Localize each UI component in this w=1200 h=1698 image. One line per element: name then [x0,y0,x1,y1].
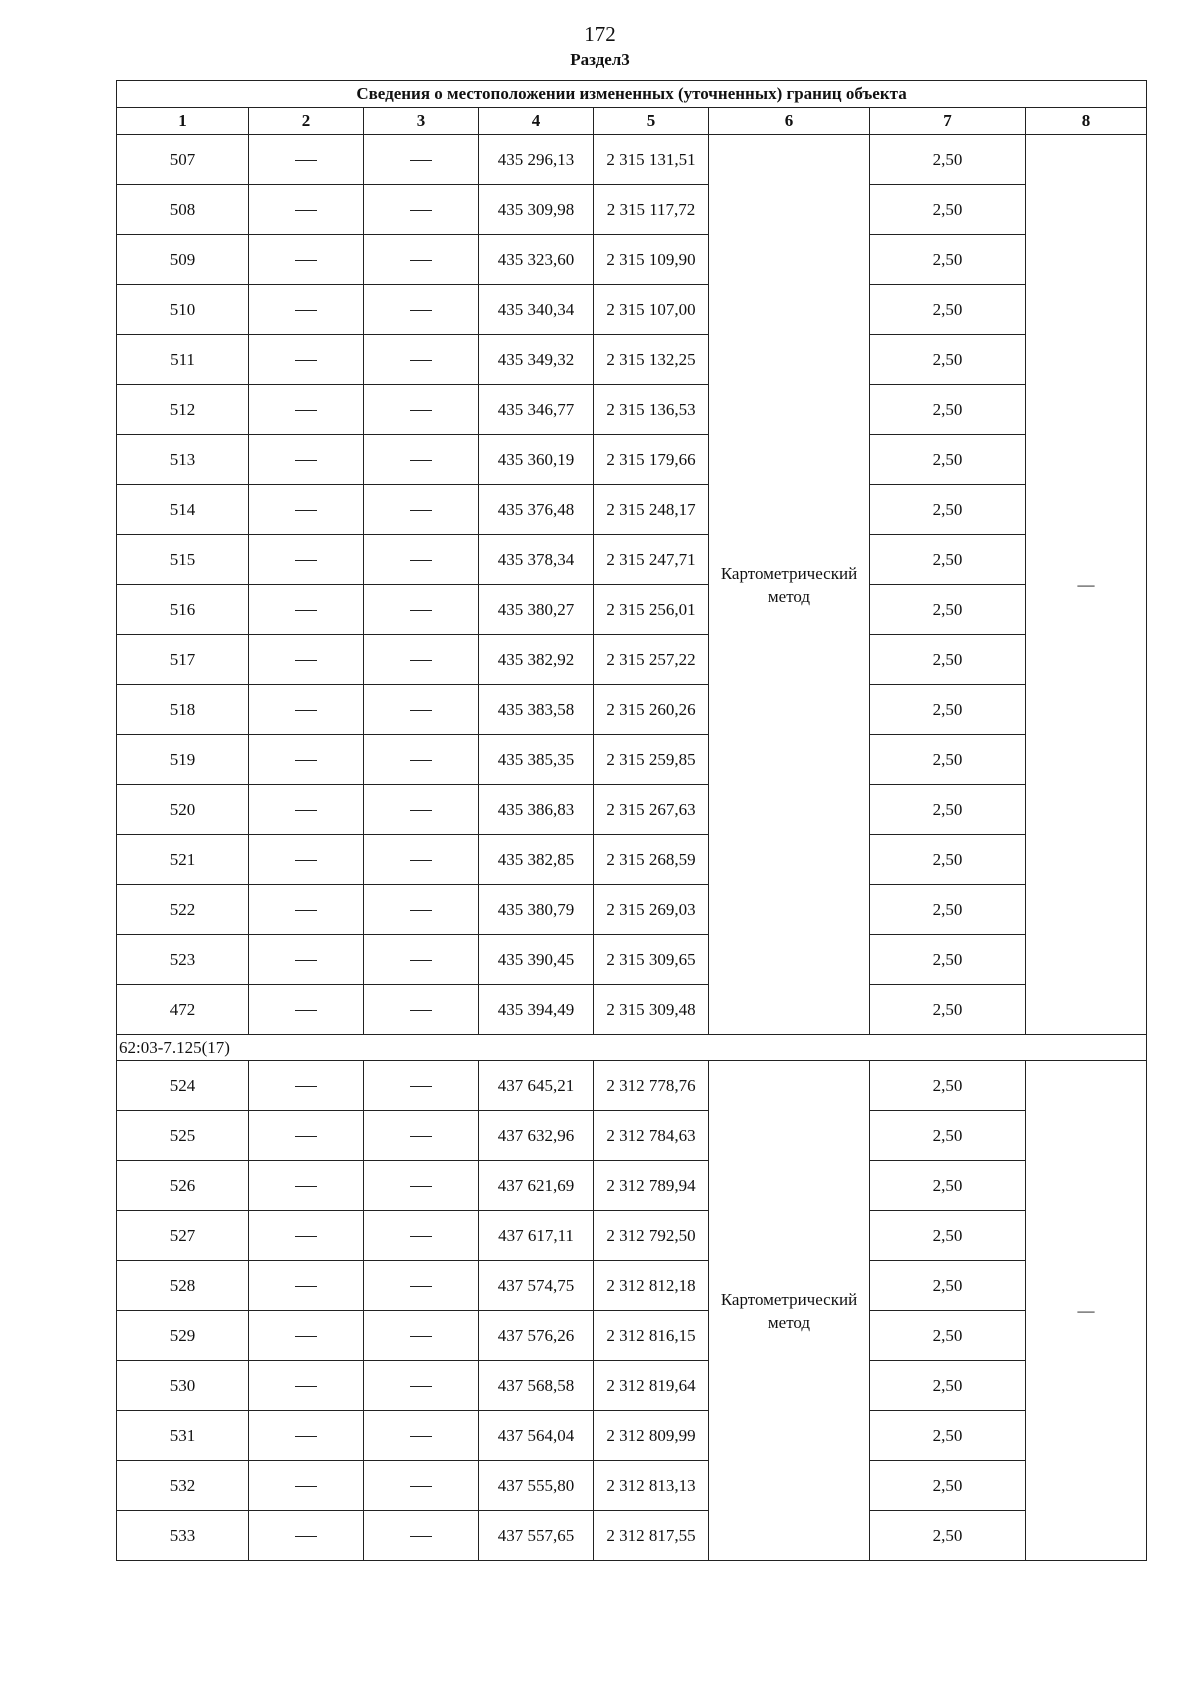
coord-y: 2 312 792,50 [594,1211,709,1261]
table-row [117,885,1147,935]
dash-mark [410,1386,432,1387]
accuracy: 2,50 [870,1311,1026,1361]
table-row [117,1411,1147,1461]
point-number: 514 [117,485,249,535]
point-number: 521 [117,835,249,885]
cadastral-number: 62:03-7.125(17) [117,1035,1147,1061]
dash-mark [410,1186,432,1187]
point-number: 528 [117,1261,249,1311]
empty-dash-cell [249,285,364,335]
dash-mark [410,160,432,161]
coord-y: 2 315 131,51 [594,135,709,185]
point-number: 533 [117,1511,249,1561]
coord-y: 2 312 819,64 [594,1361,709,1411]
dash-mark [410,510,432,511]
empty-dash-cell [249,485,364,535]
column-number: 4 [479,108,594,135]
table-row [117,1061,1147,1111]
method-cell [709,1061,870,1561]
coord-x: 435 346,77 [479,385,594,435]
coord-x: 435 378,34 [479,535,594,585]
coord-x: 435 386,83 [479,785,594,835]
empty-dash-cell [249,1511,364,1561]
point-number: 523 [117,935,249,985]
accuracy: 2,50 [870,585,1026,635]
dash-mark [295,1010,317,1011]
coord-x: 435 360,19 [479,435,594,485]
accuracy: 2,50 [870,235,1026,285]
empty-dash-cell [249,385,364,435]
coord-y: 2 315 259,85 [594,735,709,785]
accuracy: 2,50 [870,785,1026,835]
coord-x: 437 564,04 [479,1411,594,1461]
table-row [117,935,1147,985]
page-number: 172 [584,22,616,46]
dash-mark [410,1486,432,1487]
dash-mark [295,910,317,911]
point-number: 507 [117,135,249,185]
accuracy: 2,50 [870,285,1026,335]
table-row [117,485,1147,535]
accuracy: 2,50 [870,1261,1026,1311]
empty-dash-cell [249,735,364,785]
coord-y: 2 315 247,71 [594,535,709,585]
empty-dash-cell [249,185,364,235]
empty-dash-cell [249,1161,364,1211]
coord-y: 2 312 812,18 [594,1261,709,1311]
coord-x: 437 555,80 [479,1461,594,1511]
table-row [117,1461,1147,1511]
coord-y: 2 315 260,26 [594,685,709,735]
empty-dash-cell [249,335,364,385]
coord-y: 2 315 309,48 [594,985,709,1035]
dash-mark [295,810,317,811]
table-row [117,385,1147,435]
dash-mark [295,960,317,961]
coord-y: 2 312 784,63 [594,1111,709,1161]
coord-y: 2 315 256,01 [594,585,709,635]
dash-mark [295,1286,317,1287]
column-number: 1 [117,108,249,135]
dash-mark [295,1136,317,1137]
column-number: 6 [709,108,870,135]
point-number: 532 [117,1461,249,1511]
dash-mark [410,660,432,661]
dash-mark [295,760,317,761]
table-row [117,685,1147,735]
empty-dash-cell [364,635,479,685]
coord-x: 435 323,60 [479,235,594,285]
dash-mark [295,360,317,361]
point-number: 516 [117,585,249,635]
coord-x: 435 382,92 [479,635,594,685]
table-row [117,1361,1147,1411]
dash-mark [295,1536,317,1537]
dash-mark [295,1436,317,1437]
empty-dash-cell [249,935,364,985]
dash-mark [295,260,317,261]
coord-x: 437 557,65 [479,1511,594,1561]
dash-mark [410,410,432,411]
table-row [117,785,1147,835]
accuracy: 2,50 [870,835,1026,885]
coord-x: 437 632,96 [479,1111,594,1161]
empty-dash-cell [249,235,364,285]
coord-x: 437 617,11 [479,1211,594,1261]
accuracy: 2,50 [870,1211,1026,1261]
empty-dash-cell [364,185,479,235]
table-row [117,835,1147,885]
coord-y: 2 315 132,25 [594,335,709,385]
dash-mark [410,460,432,461]
point-number: 510 [117,285,249,335]
coord-y: 2 312 816,15 [594,1311,709,1361]
point-number: 511 [117,335,249,385]
coord-x: 435 390,45 [479,935,594,985]
dash-mark [295,1486,317,1487]
table-row [117,185,1147,235]
empty-dash-cell [364,1511,479,1561]
empty-dash-cell [249,535,364,585]
coord-x: 437 645,21 [479,1061,594,1111]
accuracy: 2,50 [870,635,1026,685]
point-number: 508 [117,185,249,235]
point-number: 519 [117,735,249,785]
accuracy: 2,50 [870,535,1026,585]
dash-mark [295,310,317,311]
accuracy: 2,50 [870,935,1026,985]
coord-y: 2 315 109,90 [594,235,709,285]
table-row [117,585,1147,635]
empty-dash-cell [364,985,479,1035]
coord-y: 2 315 107,00 [594,285,709,335]
empty-dash-cell [364,135,479,185]
dash-mark [410,260,432,261]
point-number: 509 [117,235,249,285]
point-number: 517 [117,635,249,685]
accuracy: 2,50 [870,1161,1026,1211]
empty-dash-cell [249,1211,364,1261]
coord-x: 435 383,58 [479,685,594,735]
dash-mark [410,1536,432,1537]
accuracy: 2,50 [870,435,1026,485]
dash-mark [295,860,317,861]
empty-dash-cell [249,1311,364,1361]
empty-dash-cell [364,785,479,835]
column-number: 3 [364,108,479,135]
empty-dash-cell [249,885,364,935]
coord-x: 437 621,69 [479,1161,594,1211]
accuracy: 2,50 [870,385,1026,435]
dash-mark [410,360,432,361]
point-number: 515 [117,535,249,585]
empty-dash-cell [364,285,479,335]
table-row [117,235,1147,285]
table-row [117,535,1147,585]
dash-mark [295,510,317,511]
table-row [117,1111,1147,1161]
empty-dash-cell [364,1161,479,1211]
empty-dash-cell [249,1411,364,1461]
empty-dash-cell [249,785,364,835]
table-row [117,1311,1147,1361]
empty-dash-cell [364,335,479,385]
empty-dash-cell [364,735,479,785]
dash-mark [410,860,432,861]
empty-dash-cell [364,685,479,735]
empty-dash-cell [249,835,364,885]
coord-x: 435 340,34 [479,285,594,335]
column-number: 7 [870,108,1026,135]
empty-dash-cell [249,685,364,735]
coord-x: 437 568,58 [479,1361,594,1411]
accuracy: 2,50 [870,685,1026,735]
coord-x: 437 574,75 [479,1261,594,1311]
empty-dash-cell [249,1461,364,1511]
accuracy: 2,50 [870,1361,1026,1411]
coord-x: 435 394,49 [479,985,594,1035]
coord-y: 2 315 267,63 [594,785,709,835]
point-number: 525 [117,1111,249,1161]
empty-dash-cell [249,1111,364,1161]
point-number: 529 [117,1311,249,1361]
dash-mark [410,610,432,611]
accuracy: 2,50 [870,1111,1026,1161]
method-cell [709,135,870,1035]
table-row [117,335,1147,385]
empty-dash-cell [364,1311,479,1361]
coord-y: 2 315 179,66 [594,435,709,485]
table-row [117,1211,1147,1261]
empty-dash-cell [364,835,479,885]
dash-mark [410,310,432,311]
accuracy: 2,50 [870,1461,1026,1511]
empty-dash-cell [249,135,364,185]
accuracy: 2,50 [870,985,1026,1035]
accuracy: 2,50 [870,485,1026,535]
table-row [117,285,1147,335]
empty-dash-cell [249,1261,364,1311]
dash-mark [410,1136,432,1137]
empty-dash-cell [249,435,364,485]
empty-dash-cell [364,485,479,535]
empty-dash-cell [249,635,364,685]
point-number: 522 [117,885,249,935]
dash-mark [295,710,317,711]
table-row [117,1261,1147,1311]
dash-mark [295,1336,317,1337]
column-number: 8 [1026,108,1147,135]
accuracy: 2,50 [870,1511,1026,1561]
dash-mark [410,710,432,711]
column-number: 5 [594,108,709,135]
empty-dash-cell [364,385,479,435]
coord-x: 435 385,35 [479,735,594,785]
accuracy: 2,50 [870,335,1026,385]
empty-dash-cell [364,1361,479,1411]
coord-y: 2 315 309,65 [594,935,709,985]
group-label-row [117,1035,1147,1061]
coord-y: 2 312 778,76 [594,1061,709,1111]
coord-y: 2 315 268,59 [594,835,709,885]
empty-dash-cell [364,935,479,985]
column-number-row [117,108,1147,135]
empty-dash-cell [364,1111,479,1161]
method-text: Картометрический метод [720,1289,858,1332]
dash-mark [295,410,317,411]
empty-dash-cell [364,1061,479,1111]
table-row [117,635,1147,685]
point-number: 531 [117,1411,249,1461]
coord-x: 437 576,26 [479,1311,594,1361]
coord-x: 435 296,13 [479,135,594,185]
coord-y: 2 312 817,55 [594,1511,709,1561]
accuracy: 2,50 [870,185,1026,235]
empty-dash-cell [364,885,479,935]
boundary-table [116,80,1147,1561]
dash-mark [410,1436,432,1437]
column-number: 2 [249,108,364,135]
point-number: 526 [117,1161,249,1211]
dash-mark [410,210,432,211]
coord-x: 435 376,48 [479,485,594,535]
coord-x: 435 380,27 [479,585,594,635]
dash-mark [295,660,317,661]
dash-mark [295,560,317,561]
dash-mark [410,1336,432,1337]
dash-mark [410,1010,432,1011]
coord-y: 2 312 789,94 [594,1161,709,1211]
dash-mark [410,960,432,961]
accuracy: 2,50 [870,1061,1026,1111]
table-row [117,1511,1147,1561]
dash-mark [410,1236,432,1237]
table-caption-row [117,81,1147,108]
empty-dash-cell [364,585,479,635]
table-row [117,735,1147,785]
dash-mark [295,460,317,461]
table-row [117,1161,1147,1211]
coord-y: 2 315 269,03 [594,885,709,935]
dash-mark [295,160,317,161]
dash-mark [295,610,317,611]
point-number: 513 [117,435,249,485]
accuracy: 2,50 [870,1411,1026,1461]
dash-mark [410,1286,432,1287]
coord-x: 435 382,85 [479,835,594,885]
coord-y: 2 312 813,13 [594,1461,709,1511]
coord-x: 435 349,32 [479,335,594,385]
table-row [117,435,1147,485]
coord-x: 435 380,79 [479,885,594,935]
empty-dash-cell [364,1461,479,1511]
point-number: 527 [117,1211,249,1261]
dash-mark [410,910,432,911]
dash-mark [295,1236,317,1237]
dash-mark [410,810,432,811]
table-body [117,81,1147,1561]
empty-dash-cell [249,585,364,635]
accuracy: 2,50 [870,735,1026,785]
section-title: Раздел3 [570,50,630,69]
dash-mark [295,210,317,211]
empty-dash-cell [364,1261,479,1311]
dash-mark [295,1386,317,1387]
empty-dash-cell [364,1211,479,1261]
dash-mark [410,560,432,561]
point-number: 520 [117,785,249,835]
coord-y: 2 315 257,22 [594,635,709,685]
col8-cell: — [1026,1061,1147,1561]
empty-dash-cell [364,235,479,285]
coord-y: 2 312 809,99 [594,1411,709,1461]
empty-dash-cell [249,1361,364,1411]
point-number: 518 [117,685,249,735]
empty-dash-cell [249,985,364,1035]
method-text: Картометрический метод [720,563,858,606]
empty-dash-cell [364,1411,479,1461]
dash-mark [295,1186,317,1187]
accuracy: 2,50 [870,135,1026,185]
coord-x: 435 309,98 [479,185,594,235]
accuracy: 2,50 [870,885,1026,935]
empty-dash-cell [364,535,479,585]
table-caption: Сведения о местоположении измененных (уточненных) границ объекта [117,81,1147,108]
point-number: 472 [117,985,249,1035]
coord-y: 2 315 117,72 [594,185,709,235]
point-number: 512 [117,385,249,435]
dash-mark [410,1086,432,1087]
coord-y: 2 315 136,53 [594,385,709,435]
empty-dash-cell [249,1061,364,1111]
coord-y: 2 315 248,17 [594,485,709,535]
dash-mark [410,760,432,761]
table-row [117,135,1147,185]
point-number: 530 [117,1361,249,1411]
col8-cell: — [1026,135,1147,1035]
point-number: 524 [117,1061,249,1111]
dash-mark [295,1086,317,1087]
table-row [117,985,1147,1035]
empty-dash-cell [364,435,479,485]
